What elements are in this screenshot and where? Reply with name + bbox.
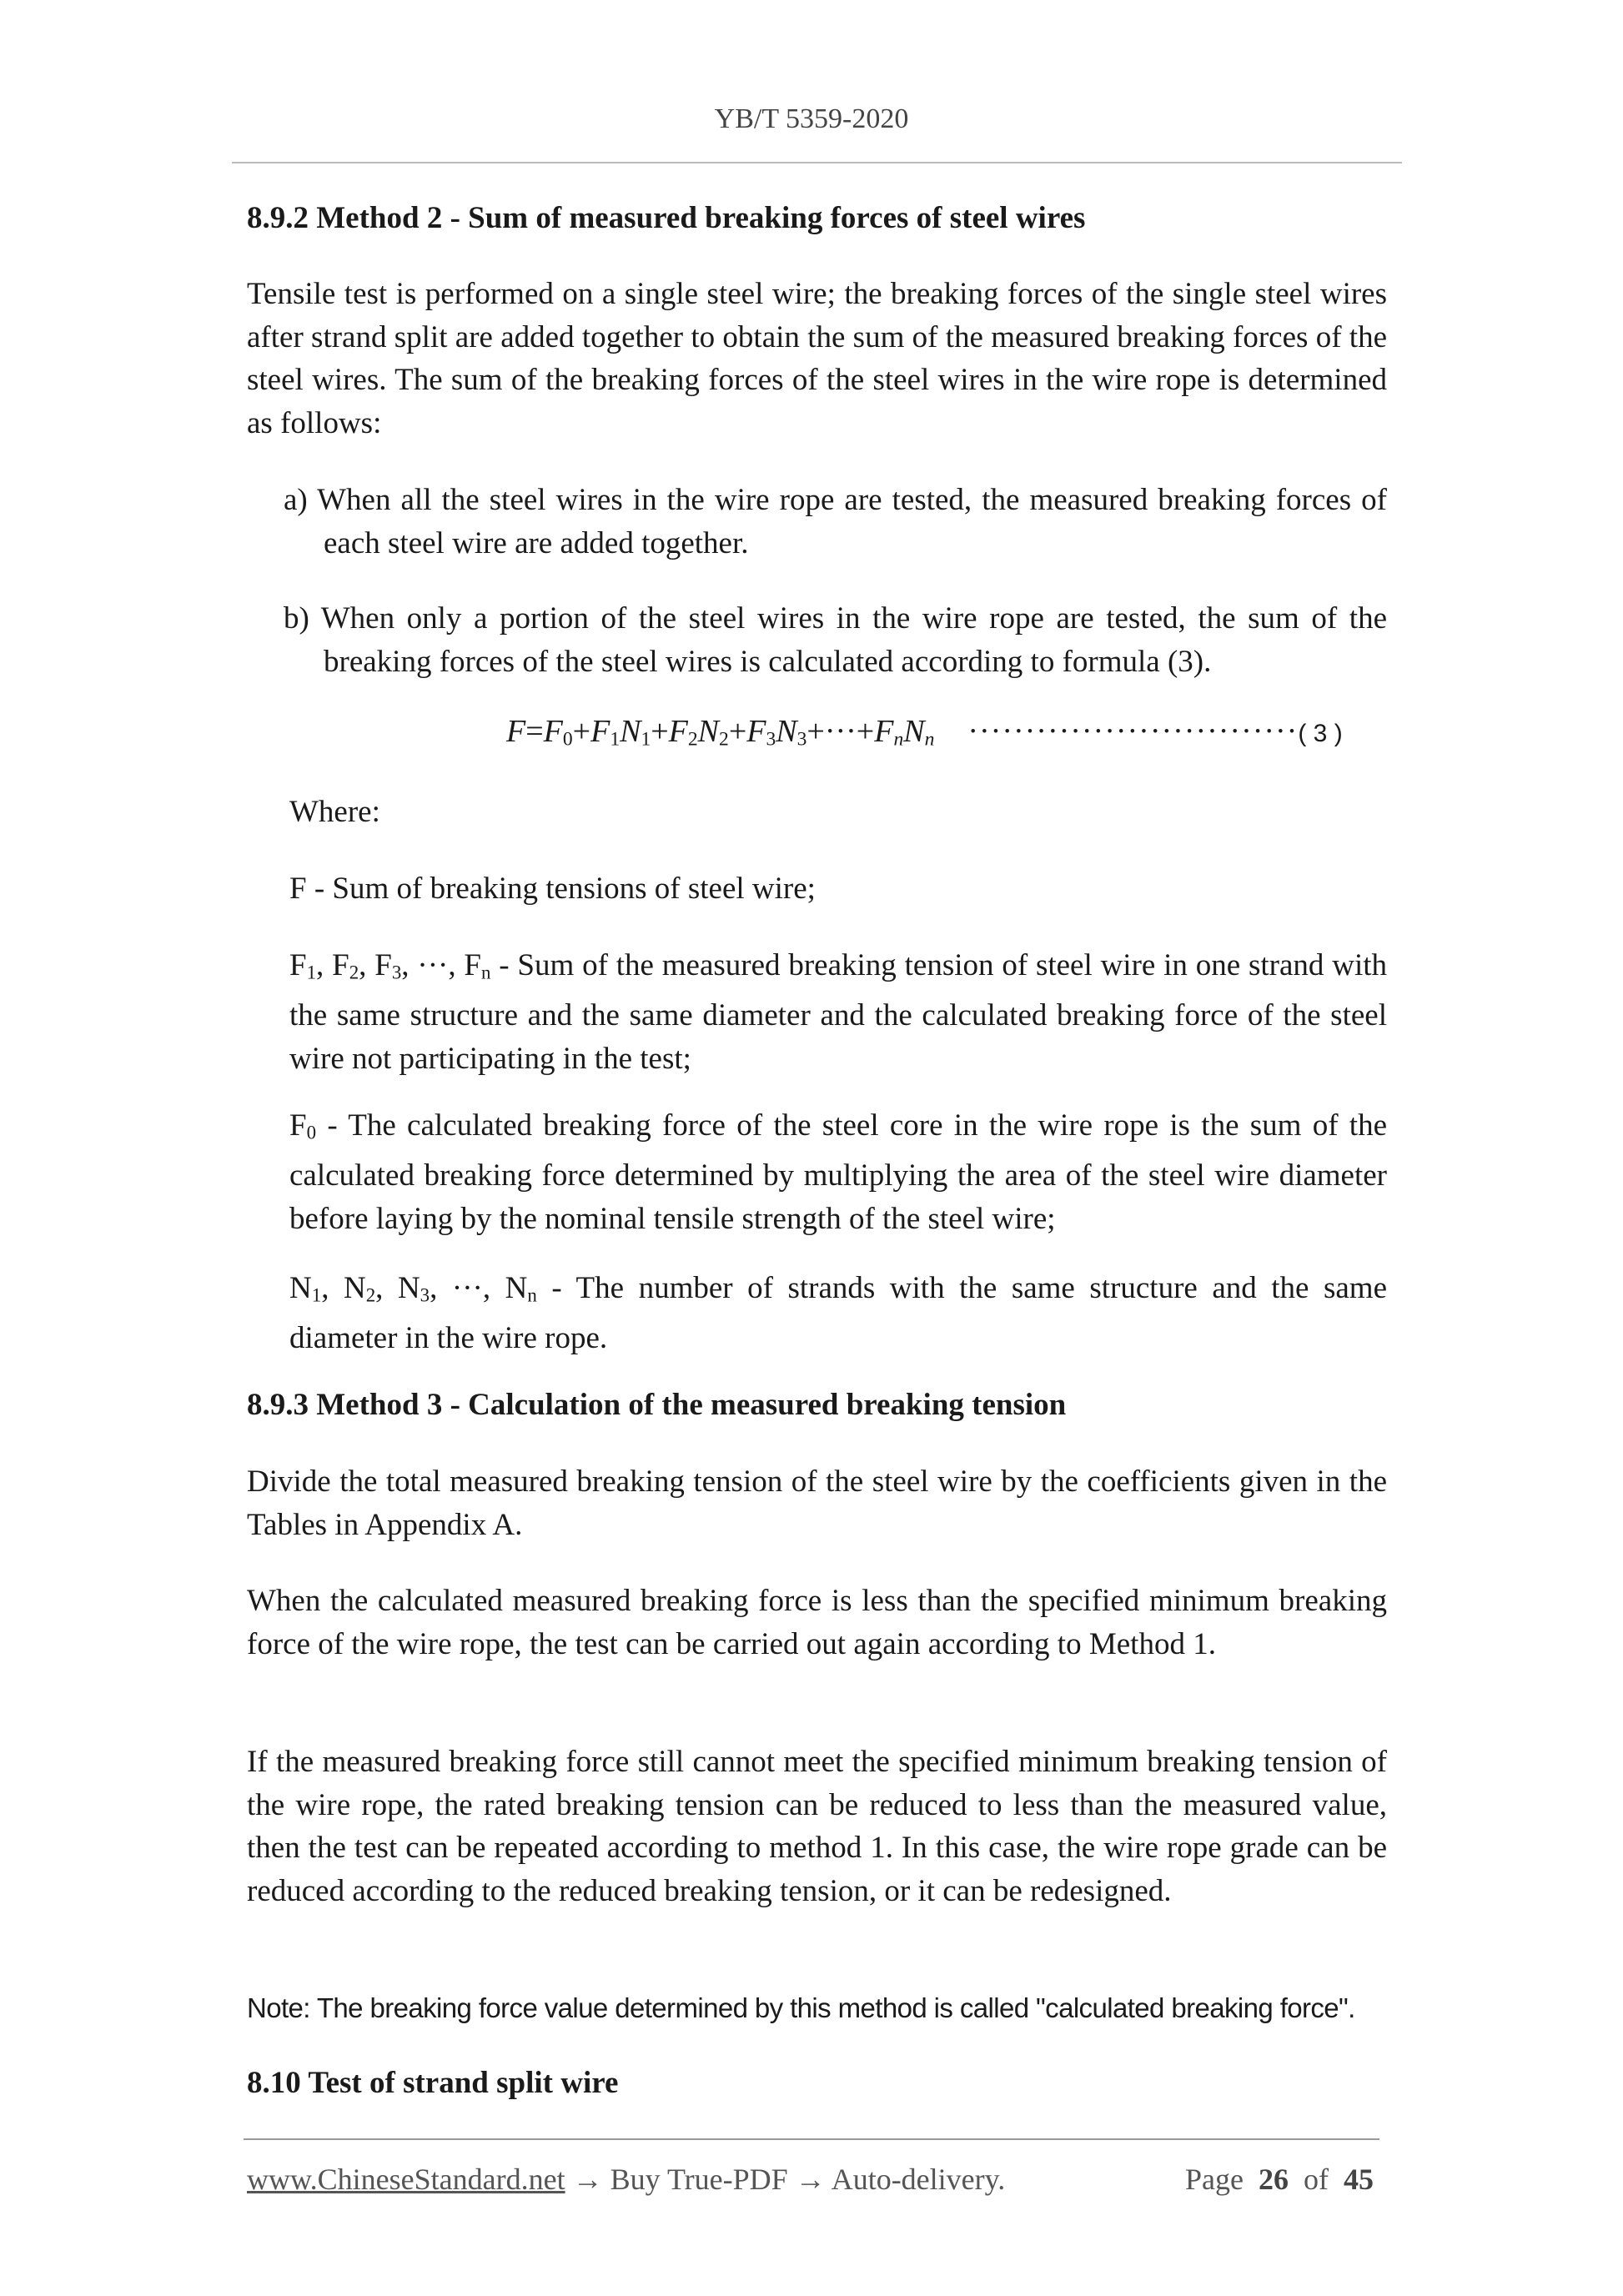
page-indicator xyxy=(1185,2162,1374,2197)
website-link[interactable]: www.ChineseStandard.net xyxy=(247,2163,565,2196)
paragraph: Divide the total measured breaking tension of the steel wire by the coefficients given in the Tables in Appendix A. xyxy=(247,1465,1387,1542)
formula-number: ( 3 ) xyxy=(1298,720,1343,747)
paragraph: Tensile test is performed on a single steel wire; the breaking forces of the single steel wires after strand split are added together to obtain the sum of the measured breaking forces of the steel wires. The sum of the breaking forces of the steel wires in the wire rope is determined as follows: xyxy=(247,277,1387,440)
note: Note: The breaking force value determined by this method is called "calculated breaking force". xyxy=(247,1992,1355,2023)
document-header: YB/T 5359-2020 xyxy=(714,103,909,134)
footer-promo xyxy=(247,2162,1005,2197)
definition-text: The calculated breaking force of the steel core in the wire rope is the sum of the calculated breaking force determined by multiplying the area of the steel wire diameter before laying by the nominal tensile strength of the steel wire; xyxy=(289,1108,1388,1236)
section-heading-8-10: 8.10 Test of strand split wire xyxy=(247,2066,619,2100)
definition-F0: $F_0$ - The calculated breaking force of the steel core in the wire rope is the sum of the calculated breaking force determined by multiplying the area of the steel wire diameter before laying by the nominal tensile strength of the steel wire; xyxy=(289,1108,1388,1236)
footer-divider xyxy=(244,2138,1379,2140)
footer-promo-text: → Buy True-PDF → Auto-delivery. xyxy=(565,2163,1006,2196)
definition-text: The number of strands with the same structure and the same diameter in the wire rope. xyxy=(289,1271,1388,1356)
page-number: 26 xyxy=(1258,2163,1289,2196)
definition-F: F - Sum of breaking tensions of steel wire; xyxy=(289,872,816,906)
where-label: Where: xyxy=(289,795,380,829)
formula-3: $F=F_0+F_1N_1+F_2N_2+F_3N_3+\cdot\cdot\cdot+F_nN_n$ ·····························( 3 ) xyxy=(506,714,1343,751)
page-total: 45 xyxy=(1343,2163,1374,2196)
list-item-a: a) When all the steel wires in the wire rope are tested, the measured breaking forces of each steel wire are added together. xyxy=(284,483,1387,560)
definition-text: Sum of the measured breaking tension of steel wire in one strand with the same structure and the same diameter and the calculated breaking force of the steel wire not participating in the test; xyxy=(289,948,1388,1076)
paragraph: When the calculated measured breaking force is less than the specified minimum breaking force of the wire rope, the test can be carried out again according to Method 1. xyxy=(247,1584,1387,1661)
section-heading-8-9-3: 8.9.3 Method 3 - Calculation of the measured breaking tension xyxy=(247,1388,1067,1422)
list-item-b: b) When only a portion of the steel wires in the wire rope are tested, the sum of the breaking forces of the steel wires is calculated according to formula (3). xyxy=(284,601,1387,679)
page-label: Page xyxy=(1185,2163,1244,2196)
section-heading-8-9-2: 8.9.2 Method 2 - Sum of measured breaking forces of steel wires xyxy=(247,201,1086,235)
paragraph: If the measured breaking force still cannot meet the specified minimum breaking tension of the wire rope, the rated breaking tension can be reduced to less than the measured value, then the test can be repeated according to method 1. In this case, the wire rope grade can be reduced according to the reduced breaking tension, or it can be redesigned. xyxy=(247,1745,1387,1908)
header-divider xyxy=(232,162,1402,163)
definition-Fi: $F_1$, $F_2$, $F_3$, ···, $F_n$ - Sum of the measured breaking tension of steel wire in one strand with the same structure and the same diameter and the calculated breaking force of the steel wire not participating in the test; xyxy=(289,948,1388,1076)
of-label: of xyxy=(1303,2163,1329,2196)
definition-Ni: $N_1$, $N_2$, $N_3$, ···, $N_n$ - The number of strands with the same structure and the same diameter in the wire rope. xyxy=(289,1271,1388,1356)
